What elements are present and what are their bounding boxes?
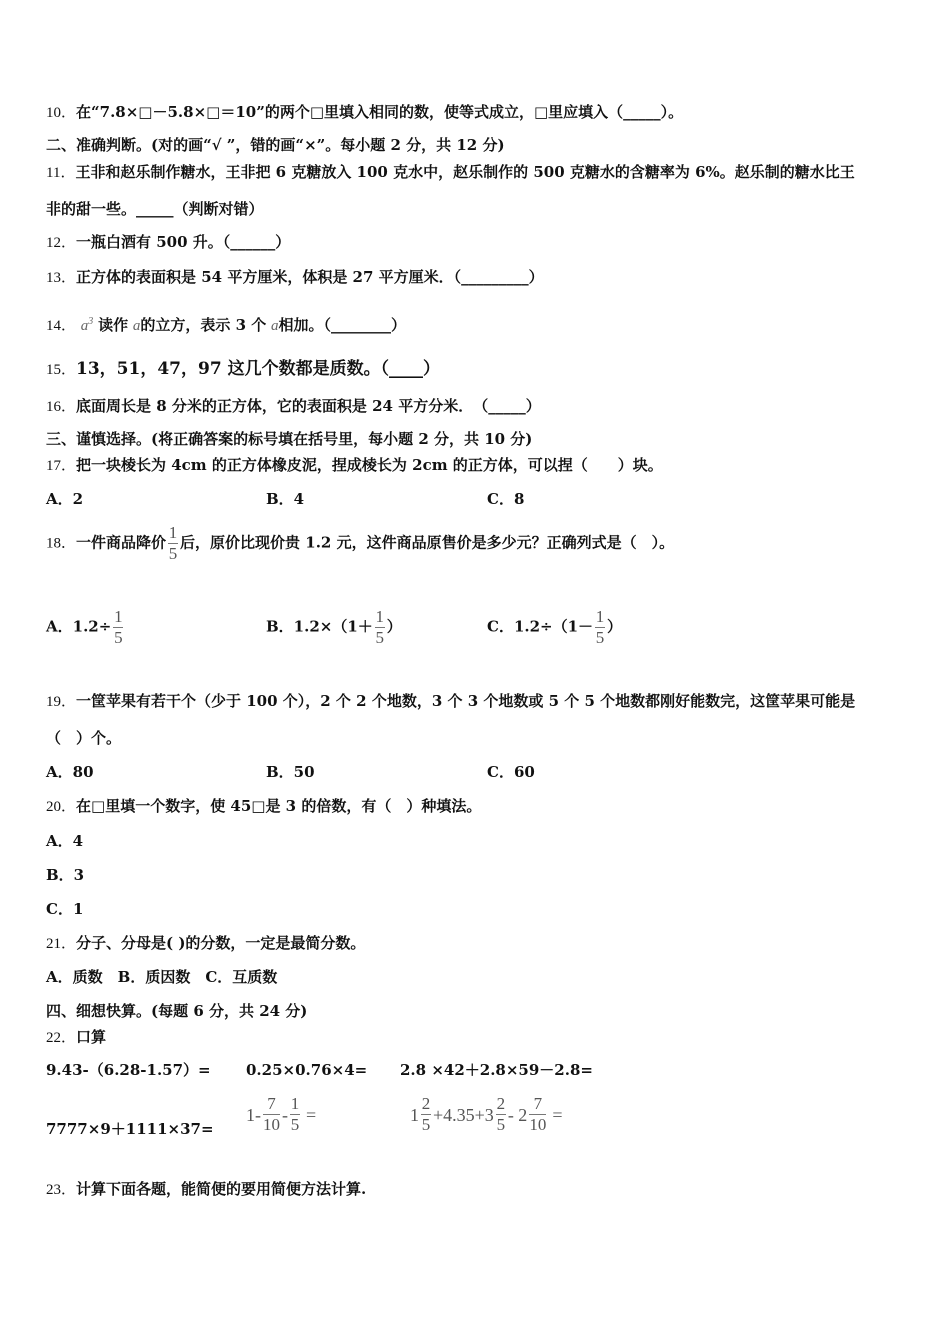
question-15 [46, 359, 440, 380]
q22-expr-4: 7777×9＋1111×37= [46, 1120, 214, 1138]
section-2-title: 二、准确判断。(对的画“√ ”，错的画“×”。每小题 2 分，共 12 分) [46, 136, 505, 154]
q17-number: 17． [46, 458, 77, 474]
question-17 [46, 455, 663, 476]
question-22 [46, 1027, 106, 1048]
q10-text: 在“7.8×□－5.8×□＝10”的两个□里填入相同的数，使等式成立，□里应填入（_____）。 [76, 103, 684, 121]
question-18 [46, 523, 674, 564]
q22-expr-1: 9.43-（6.28-1.57）= [46, 1061, 211, 1079]
q20-option-b: B．3 [46, 866, 85, 884]
q20-option-c: C．1 [46, 900, 84, 918]
q18-option-b: B．1.2×（1＋ $\frac{1}{5}$ ） [266, 607, 402, 647]
q19-option-b: B．50 [266, 763, 315, 781]
q19-text-line2: （ ）个。 [46, 729, 122, 747]
q19-text-line1: 一筐苹果有若干个（少于 100 个），2 个 2 个地数，3 个 3 个地数或 5 个 5 个地数都刚好能数完，这筐苹果可能是 [76, 692, 856, 710]
q18-text1: 一件商品降价 [76, 533, 167, 552]
q17-text: 把一块棱长为 4cm 的正方体橡皮泥，捏成棱长为 2cm 的正方体，可以捏（ ）块。 [76, 456, 663, 474]
q11-text-line2: 非的甜一些。_____（判断对错） [46, 200, 264, 218]
question-21 [46, 933, 365, 954]
q20-text: 在□里填一个数字，使 45□是 3 的倍数，有（ ）种填法。 [76, 797, 482, 815]
q18-option-c: C．1.2÷（1－ $\frac{1}{5}$ ） [487, 607, 623, 647]
q19-number: 19． [46, 694, 77, 710]
q17-option-a: A．2 [46, 490, 84, 508]
q11-text-line1: 王非和赵乐制作糖水，王非把 6 克糖放入 100 克水中，赵乐制作的 500 克糖水的含糖率为 6%。赵乐制的糖水比王 [75, 163, 855, 181]
question-19 [46, 691, 855, 712]
q14-var-a: a [132, 318, 141, 334]
q15-text: 13，51，47，97 这几个数都是质数。（____） [76, 359, 441, 379]
q14-number: 14． [46, 318, 77, 334]
q14-text3: 相加。（________） [278, 316, 407, 334]
q16-number: 16． [46, 399, 77, 415]
q18-text2: 后，原价比现价贵 1.2 元，这件商品原售价是多少元？正确列式是（ ）。 [180, 533, 675, 552]
question-12 [46, 232, 290, 253]
q22-number: 22． [46, 1030, 77, 1046]
q11-number: 11． [46, 165, 76, 181]
section-4-title: 四、细想快算。(每题 6 分，共 24 分) [46, 1002, 308, 1020]
q21-text: 分子、分母是( )的分数，一定是最简分数。 [76, 934, 366, 952]
question-11 [46, 162, 855, 183]
q21-options: A．质数 B．质因数 C．互质数 [46, 968, 278, 986]
q18-option-a: A．1.2÷ $\frac{1}{5}$ [46, 607, 123, 647]
q14-var-a2: a [271, 318, 279, 334]
q13-text: 正方体的表面积是 54 平方厘米，体积是 27 平方厘米．（_________） [76, 268, 544, 286]
q14-a-cubed: $a^3$ [80, 316, 94, 334]
question-23 [46, 1179, 366, 1200]
q12-number: 12． [46, 235, 77, 251]
q17-option-c: C．8 [487, 490, 525, 508]
q19-option-a: A．80 [46, 763, 94, 781]
q18-number: 18． [46, 535, 77, 552]
q20-option-a: A．4 [46, 832, 84, 850]
q22-title: 口算 [76, 1028, 107, 1046]
q17-option-b: B．4 [266, 490, 305, 508]
q10-number: 10． [46, 105, 77, 121]
q22-expr-6: 1 $\frac{2}{5}$ +4.35+3 $\frac{2}{5}$ - 2 $\frac{7}{10}$ = [410, 1094, 563, 1134]
question-10 [46, 102, 683, 123]
q15-number: 15． [46, 362, 77, 378]
q14-text2: 的立方，表示 3 个 [140, 316, 267, 334]
q16-text: 底面周长是 8 分米的正方体，它的表面积是 24 平方分米． （_____） [76, 397, 541, 415]
question-14 [46, 312, 406, 336]
question-20 [46, 796, 481, 817]
section-3-title: 三、谨慎选择。(将正确答案的标号填在括号里，每小题 2 分，共 10 分) [46, 430, 533, 448]
q14-text1: 读作 [98, 316, 129, 334]
q18-fraction: $\frac{1}{5}$ [168, 523, 178, 563]
q23-text: 计算下面各题，能简便的要用简便方法计算. [76, 1180, 367, 1198]
q22-expr-5: 1- $\frac{7}{10}$ - $\frac{1}{5}$ = [246, 1094, 317, 1134]
q22-expr-3: 2.8 ×42＋2.8×59－2.8= [400, 1061, 593, 1079]
q13-number: 13． [46, 270, 77, 286]
q12-text: 一瓶白酒有 500 升。（______） [76, 233, 291, 251]
q23-number: 23． [46, 1182, 77, 1198]
q21-number: 21． [46, 936, 77, 952]
q22-expr-2: 0.25×0.76×4= [246, 1061, 368, 1079]
question-16 [46, 396, 541, 417]
q20-number: 20． [46, 799, 77, 815]
question-13 [46, 267, 544, 288]
q19-option-c: C．60 [487, 763, 535, 781]
